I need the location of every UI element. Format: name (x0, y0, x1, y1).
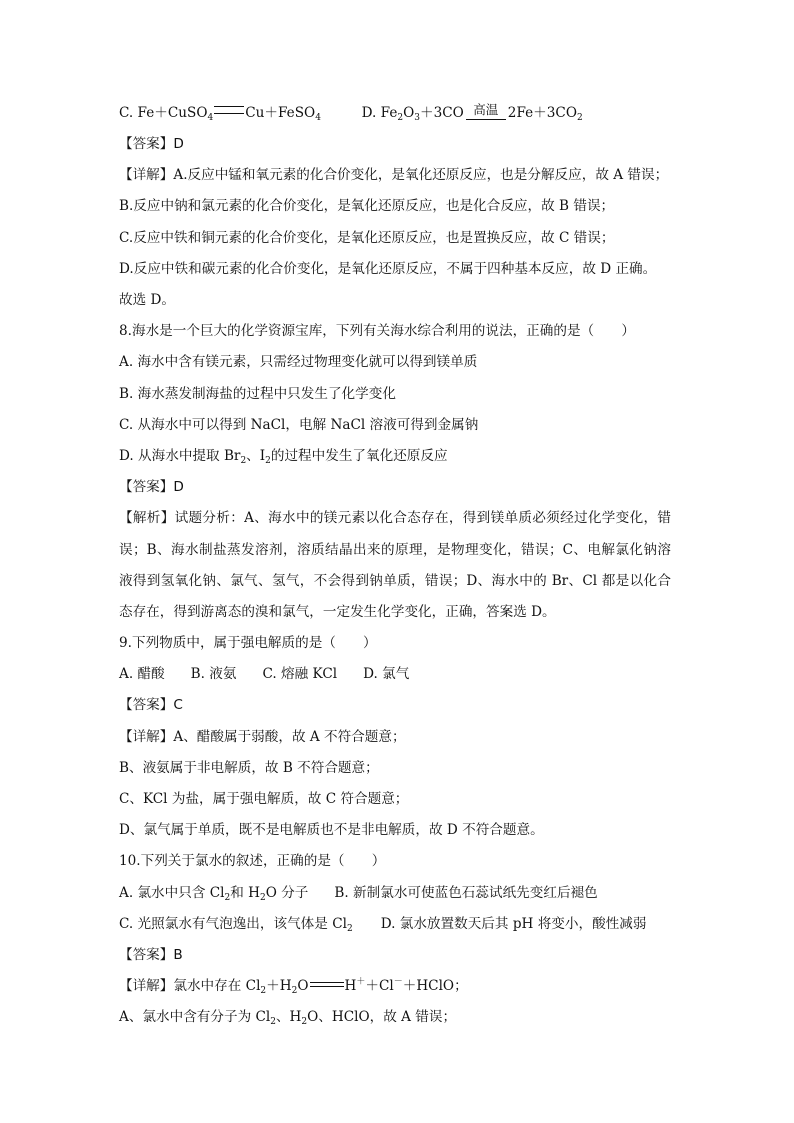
q7-options-cd (119, 103, 679, 123)
q8-option-b: B. 海水蒸发制海盐的过程中只发生了化学变化 (119, 386, 396, 402)
q8-analysis-line: 态存在，得到游离态的溴和氯气，一定发生化学变化，正确，答案选 D。 (119, 604, 556, 620)
q7-option-c: C. Fe＋CuSO$_4$ Cu＋FeSO$_4$ (119, 105, 321, 123)
q10-answer: 【答案】B (119, 947, 183, 963)
reaction-condition: 高温 (464, 103, 508, 123)
q9-stem: 9.下列物质中，属于强电解质的是（ ） (119, 635, 377, 651)
q10-option-c: C. 光照氯水有气泡逸出，该气体是 $Cl_2$ (119, 916, 353, 934)
q10-stem: 10.下列关于氯水的叙述，正确的是（ ） (119, 853, 386, 869)
reaction-arrow-icon (466, 119, 506, 120)
q7-detail-line: B.反应中钠和氯元素的化合价变化，是氧化还原反应，也是化合反应，故 B 错误； (119, 198, 615, 214)
q9-detail-line: B、液氨属于非电解质，故 B 不符合题意； (119, 760, 379, 776)
q10-options-ab (119, 883, 679, 903)
q10-option-d: D. 氯水放置数天后其 pH 将变小，酸性减弱 (380, 916, 647, 932)
q7-detail-line: D.反应中铁和碳元素的化合价变化，是氧化还原反应，不属于四种基本反应，故 D 正确。 (119, 261, 657, 277)
q10-detail-line: A、氯水中含有分子为 $Cl_2$、$H_2O$、HClO，故 A 错误； (119, 1009, 457, 1027)
q9-option-d: D. 氯气 (363, 666, 410, 682)
q7-conclusion: 故选 D。 (119, 292, 176, 308)
equals-sign-icon (214, 106, 244, 114)
q8-analysis-line: 误；B、海水制盐蒸发溶剂，溶质结晶出来的原理，是物理变化，错误；C、电解氯化钠溶 (119, 542, 671, 558)
q9-detail-line: D、氯气属于单质，既不是电解质也不是非电解质，故 D 不符合题意。 (119, 822, 544, 838)
q10-options-cd (119, 914, 679, 934)
q9-answer: 【答案】C (119, 697, 183, 713)
q10-option-b: B. 新制氯水可使蓝色石蕊试纸先变红后褪色 (334, 885, 598, 901)
q9-detail-line: C、KCl 为盐，属于强电解质，故 C 符合题意； (119, 791, 409, 807)
q8-analysis-line: 【解析】试题分析：A、海水中的镁元素以化合态存在，得到镁单质必须经过化学变化，错 (119, 510, 671, 526)
q8-option-a: A. 海水中含有镁元素，只需经过物理变化就可以得到镁单质 (119, 354, 478, 370)
q7-option-d: D. $Fe_2O_3+3CO$ 高温 $2Fe+3CO_2$ (361, 102, 583, 123)
q7-detail-line: 【详解】A.反应中锰和氧元素的化合价变化，是氧化还原反应，也是分解反应，故 A 错误； (119, 167, 669, 183)
q9-option-a: A. 醋酸 (119, 666, 165, 682)
q8-analysis-line: 液得到氢氧化钠、氯气、氢气，不会得到钠单质，错误；D、海水中的 Br、Cl 都是以化合 (119, 573, 671, 589)
reversible-arrow-icon (310, 980, 344, 990)
q9-option-c: C. 熔融 KCl (262, 666, 338, 682)
q8-stem: 8.海水是一个巨大的化学资源宝库，下列有关海水综合利用的说法，正确的是（ ） (119, 323, 635, 339)
q7-answer: 【答案】D (119, 136, 184, 152)
q9-options (119, 664, 679, 684)
q8-option-c: C. 从海水中可以得到 NaCl，电解 NaCl 溶液可得到金属钠 (119, 417, 479, 433)
q8-option-d: D. 从海水中提取 $Br_2$、$I_2$的过程中发生了氧化还原反应 (119, 448, 448, 466)
q7-detail-line: C.反应中铁和铜元素的化合价变化，是氧化还原反应，也是置换反应，故 C 错误； (119, 230, 615, 246)
q8-answer: 【答案】D (119, 479, 184, 495)
q10-detail-equation: 【详解】氯水中存在 $Cl_2+H_2O$ H＋＋Cl－＋HClO； (119, 977, 468, 996)
q10-option-a: A. 氯水中只含 $Cl_2$和 $H_2O$ 分子 (119, 885, 309, 903)
q9-option-b: B. 液氨 (190, 666, 237, 682)
q9-detail-line: 【详解】A、醋酸属于弱酸，故 A 不符合题意； (119, 729, 406, 745)
